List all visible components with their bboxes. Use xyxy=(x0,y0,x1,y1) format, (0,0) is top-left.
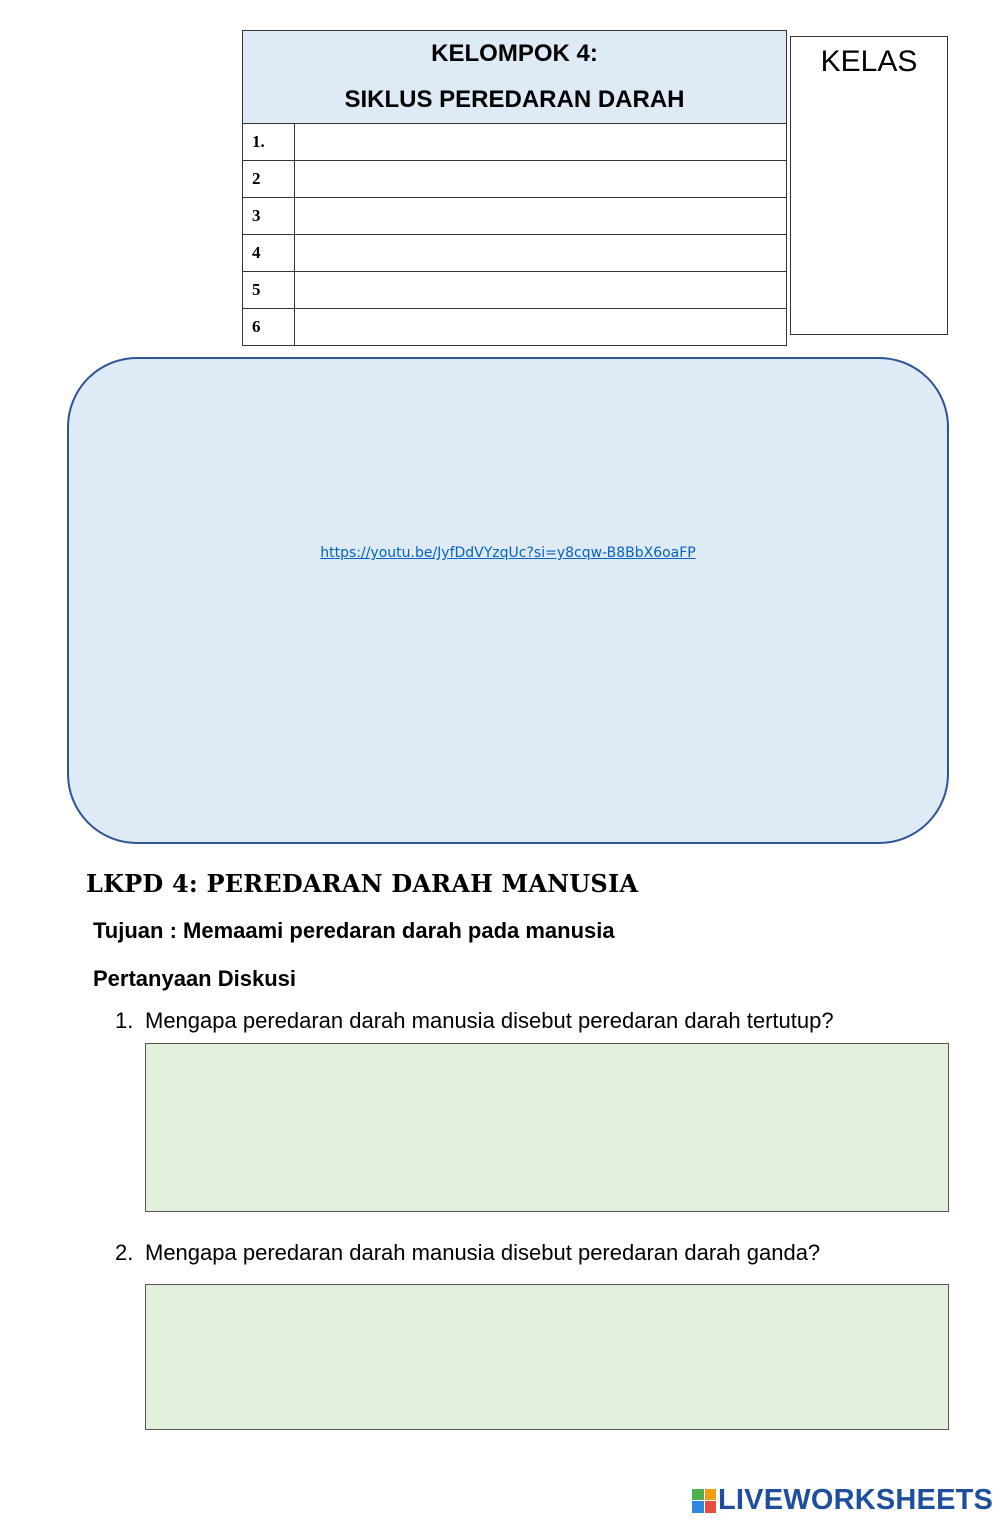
table-row xyxy=(243,309,787,346)
member-name-input[interactable] xyxy=(295,273,786,307)
question-1 xyxy=(115,1008,834,1034)
member-name-input[interactable] xyxy=(295,125,786,159)
row-number: 3 xyxy=(243,198,295,235)
liveworksheets-logo xyxy=(692,1484,993,1517)
worksheet-title: LKPD 4: PEREDARAN DARAH MANUSIA xyxy=(86,869,639,898)
video-panel xyxy=(67,357,949,844)
member-name-cell xyxy=(295,198,787,235)
liveworksheets-logo-icon xyxy=(692,1489,716,1513)
kelas-box xyxy=(790,36,948,335)
member-name-cell xyxy=(295,272,787,309)
group-members-table xyxy=(242,30,787,346)
logo-text: LIVEWORKSHEETS xyxy=(718,1484,994,1516)
member-name-cell xyxy=(295,309,787,346)
row-number: 6 xyxy=(243,309,295,346)
table-row xyxy=(243,235,787,272)
row-number: 4 xyxy=(243,235,295,272)
row-number: 5 xyxy=(243,272,295,309)
topic-title: SIKLUS PEREDARAN DARAH xyxy=(344,86,685,113)
table-row xyxy=(243,161,787,198)
group-table-header xyxy=(243,31,787,124)
table-row xyxy=(243,124,787,161)
member-name-cell xyxy=(295,124,787,161)
answer-2-field[interactable] xyxy=(145,1284,949,1430)
member-name-cell xyxy=(295,235,787,272)
kelas-label: KELAS xyxy=(820,45,918,78)
question-number: 2. xyxy=(115,1240,134,1265)
group-title: KELOMPOK 4: xyxy=(431,40,598,67)
table-row xyxy=(243,198,787,235)
question-text: Mengapa peredaran darah manusia disebut peredaran darah tertutup? xyxy=(145,1008,834,1033)
row-number: 1. xyxy=(243,124,295,161)
member-name-input[interactable] xyxy=(295,162,786,196)
table-row xyxy=(243,272,787,309)
question-number: 1. xyxy=(115,1008,134,1033)
row-number: 2 xyxy=(243,161,295,198)
discussion-heading: Pertanyaan Diskusi xyxy=(93,966,296,991)
member-name-cell xyxy=(295,161,787,198)
question-text: Mengapa peredaran darah manusia disebut peredaran darah ganda? xyxy=(145,1240,821,1265)
worksheet-goal: Tujuan : Memaami peredaran darah pada manusia xyxy=(93,918,615,943)
member-name-input[interactable] xyxy=(295,310,786,344)
video-link[interactable]: https://youtu.be/JyfDdVYzqUc?si=y8cqw-B8BbX6oaFP xyxy=(320,545,696,561)
answer-1-field[interactable] xyxy=(145,1043,949,1212)
member-name-input[interactable] xyxy=(295,236,786,270)
member-name-input[interactable] xyxy=(295,199,786,233)
question-2 xyxy=(115,1240,820,1266)
